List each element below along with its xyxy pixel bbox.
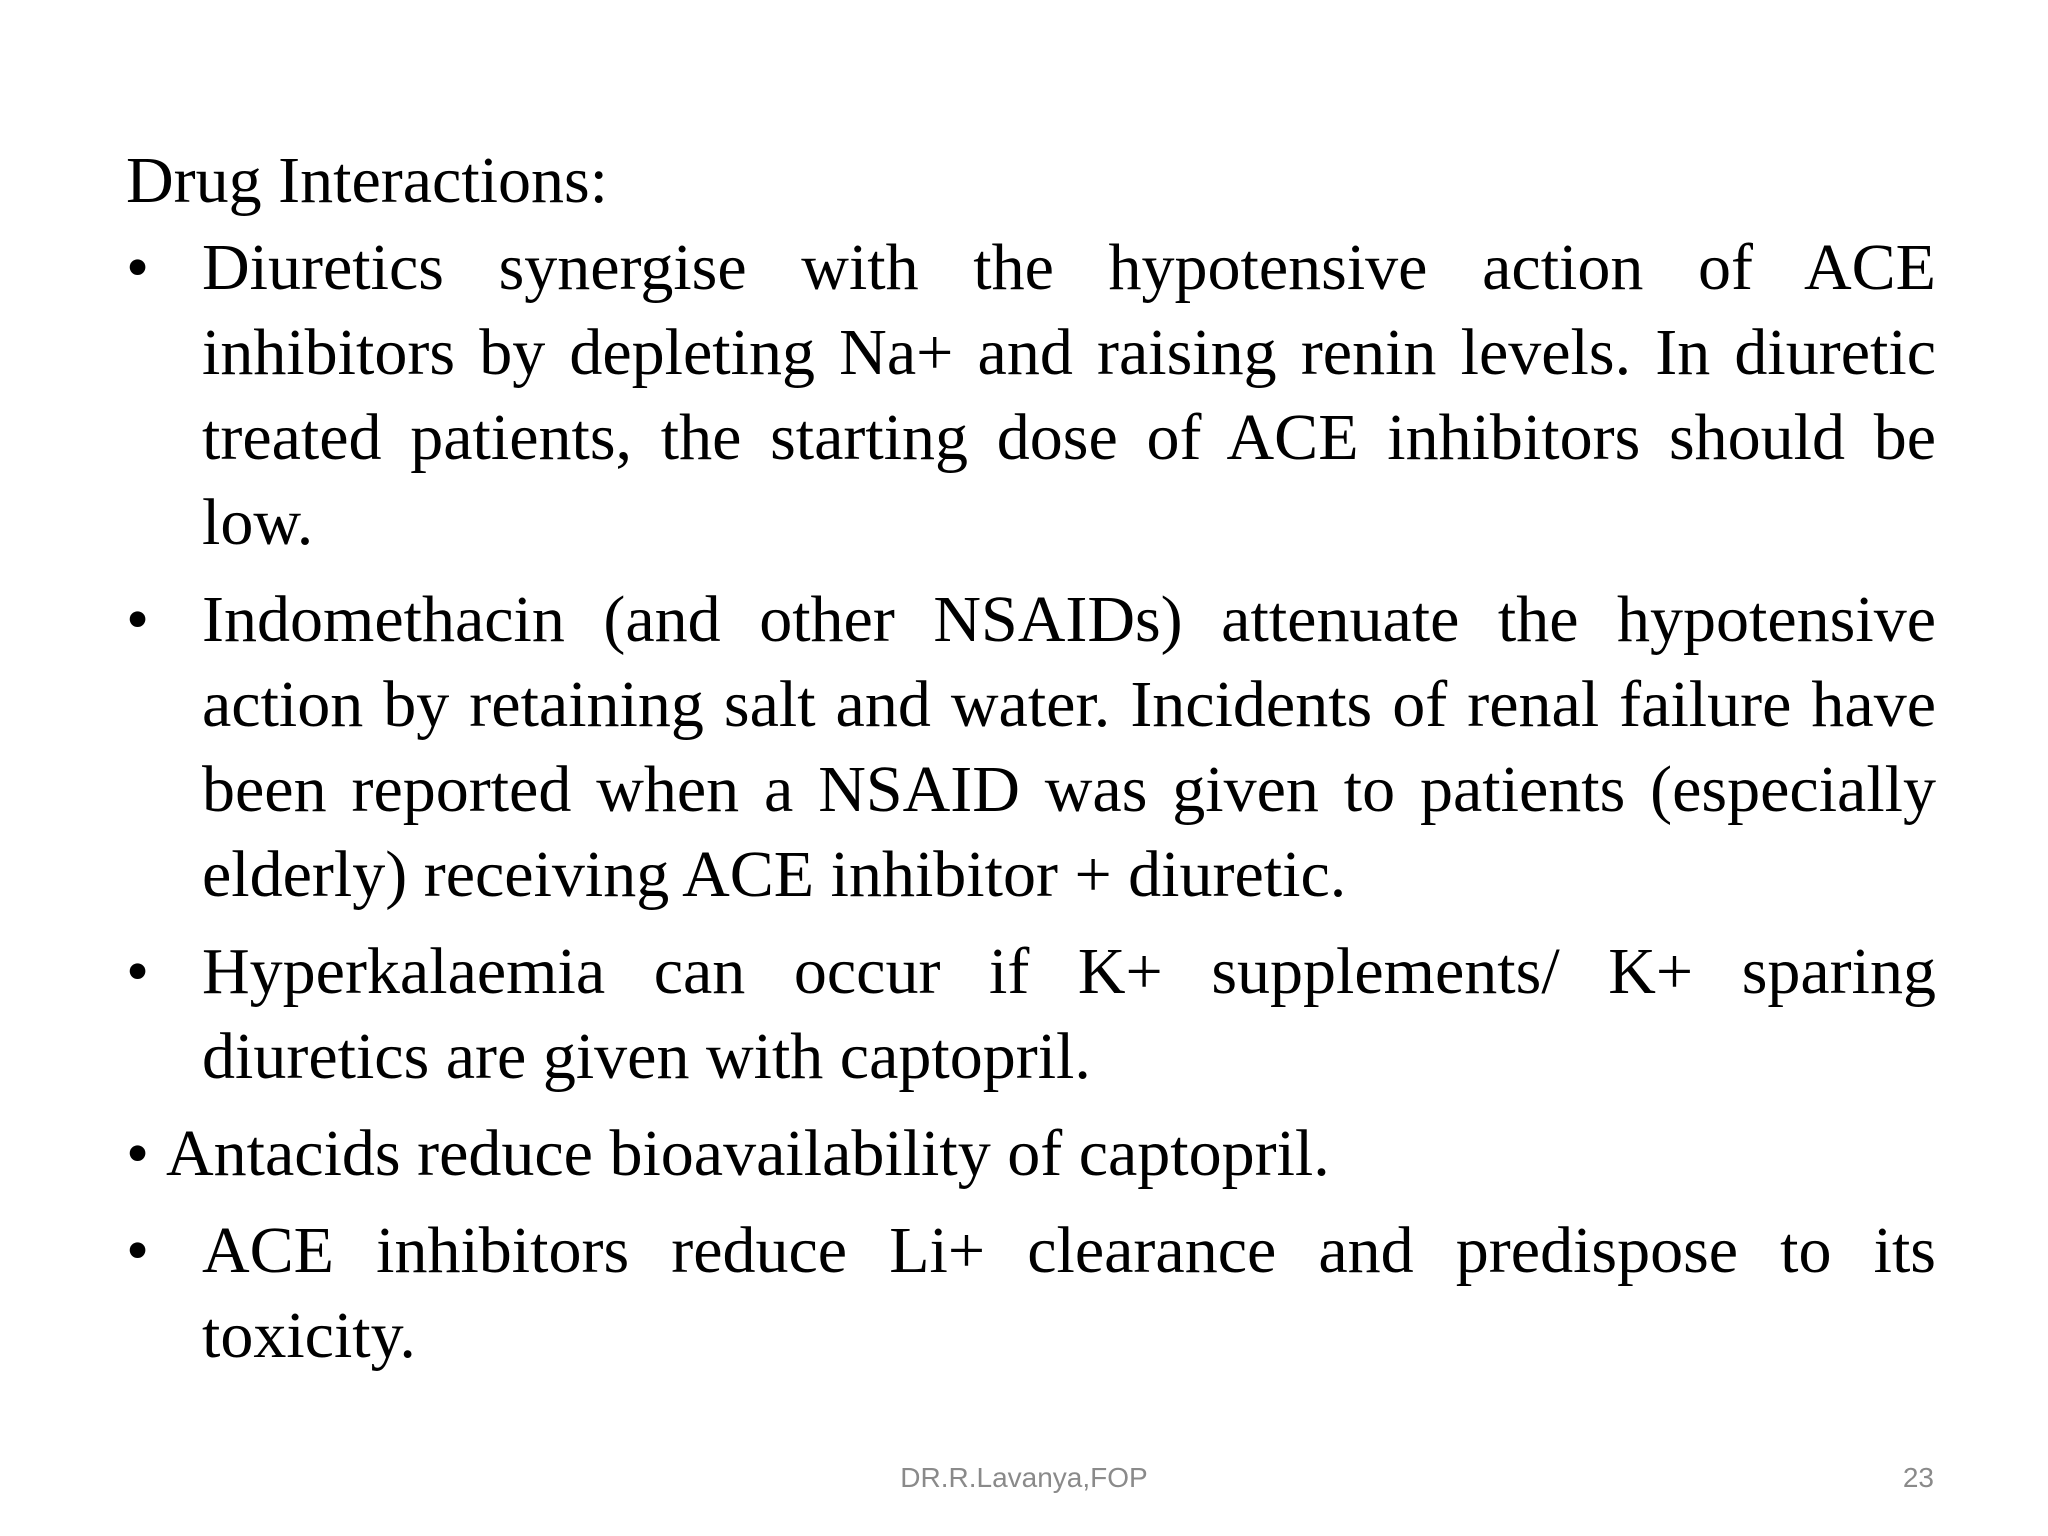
bullet-text: [126, 225, 1936, 565]
bullet-list: [126, 225, 1936, 1378]
bullet-item-lithium: [126, 1208, 1936, 1378]
bullet-first-line: Antacids reduce bioavailability of captopril.: [166, 1117, 1330, 1190]
bullet-icon: •: [126, 231, 150, 304]
bullet-rest: diuretics are given with captopril.: [202, 1020, 1091, 1093]
page-number: 23: [1902, 1462, 1934, 1493]
bullet-rest: inhibitors by depleting Na+ and raising renin levels. In diuretic treated patients, the starting dose of ACE inhibitors should be low.: [202, 316, 1936, 559]
bullet-icon: •: [126, 1117, 150, 1190]
bullet-icon: •: [126, 1214, 150, 1287]
bullet-item-hyperkalaemia: [126, 929, 1936, 1099]
slide-content: [126, 138, 1936, 1390]
bullet-first-line: Indomethacin (and other NSAIDs) attenuate the hypotensive: [202, 583, 1936, 656]
bullet-text: [126, 577, 1936, 917]
bullet-first-line: Hyperkalaemia can occur if K+ supplements/ K+ sparing: [202, 935, 1936, 1008]
footer-author: DR.R.Lavanya,FOP: [900, 1462, 1148, 1493]
bullet-item-diuretics: [126, 225, 1936, 565]
bullet-item-nsaids: [126, 577, 1936, 917]
bullet-text: [126, 929, 1936, 1099]
bullet-icon: •: [126, 935, 150, 1008]
bullet-first-line: ACE inhibitors reduce Li+ clearance and predispose to its: [202, 1214, 1936, 1287]
bullet-rest: action by retaining salt and water. Incidents of renal failure have been reported when a NSAID was given to patients (especially elderly) receiving ACE inhibitor + diuretic.: [202, 668, 1936, 911]
slide-heading: Drug Interactions:: [126, 144, 609, 217]
bullet-text: [126, 1208, 1936, 1378]
bullet-first-line: Diuretics synergise with the hypotensive action of ACE: [202, 231, 1936, 304]
bullet-rest: toxicity.: [202, 1299, 416, 1372]
bullet-text: [126, 1111, 1936, 1196]
bullet-item-antacids: [126, 1111, 1936, 1196]
bullet-icon: •: [126, 583, 150, 656]
